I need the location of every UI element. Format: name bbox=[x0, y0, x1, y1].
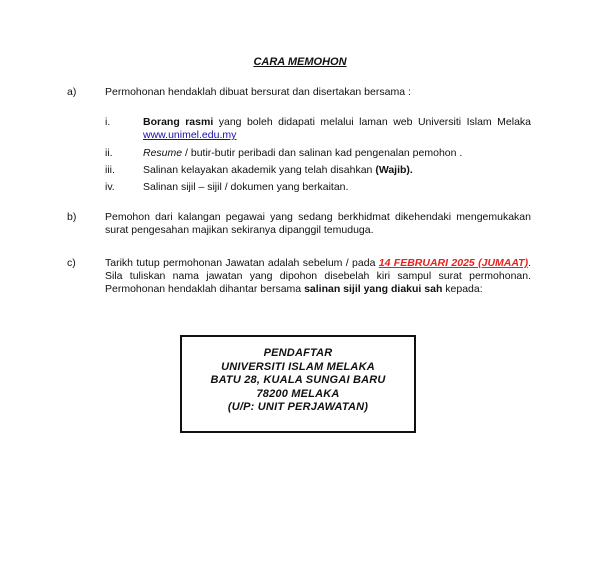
address-line-1: PENDAFTAR bbox=[263, 347, 333, 359]
section-b-text: Pemohon dari kalangan pegawai yang sedang berkhidmat dikehendaki mengemukakan surat pengesahan majikan sekiranya dipanggil temuduga. bbox=[105, 211, 531, 236]
item-ii-body: / butir-butir peribadi dan salinan kad pengenalan pemohon . bbox=[182, 147, 463, 159]
item-iii-text bbox=[143, 164, 531, 177]
item-i-bold: Borang rasmi bbox=[143, 116, 214, 128]
item-ii-number: ii. bbox=[105, 147, 113, 159]
item-iii-bold: (Wajib). bbox=[375, 164, 413, 176]
section-c-text bbox=[105, 257, 531, 296]
page-title: CARA MEMOHON bbox=[253, 56, 347, 68]
item-iii-body: Salinan kelayakan akademik yang telah disahkan bbox=[143, 164, 376, 176]
address-line-4: 78200 MELAKA bbox=[256, 387, 340, 400]
section-c-post: kepada: bbox=[442, 283, 483, 295]
section-c-mid: . Sila tuliskan nama jawatan yang dipohon disebelah kiri sampul surat permohonan. Permohonan hendaklah dihantar bersama bbox=[105, 257, 531, 295]
address-line-2: UNIVERSITI ISLAM MELAKA bbox=[221, 360, 375, 373]
section-c-pre: Tarikh tutup permohonan Jawatan adalah sebelum / pada bbox=[105, 257, 379, 269]
address-line-3: BATU 28, KUALA SUNGAI BARU bbox=[210, 374, 386, 386]
item-ii-italic: Resume bbox=[143, 147, 183, 159]
address-line-5: (U/P: UNIT PERJAWATAN) bbox=[227, 401, 369, 413]
section-b-letter: b) bbox=[67, 211, 77, 223]
item-i-number: i. bbox=[105, 116, 111, 128]
item-iv-number: iv. bbox=[105, 181, 115, 193]
closing-date: 14 FEBRUARI 2025 (JUMAAT) bbox=[378, 257, 529, 269]
section-c-letter: c) bbox=[67, 257, 76, 269]
item-ii-text bbox=[143, 147, 531, 160]
address-box bbox=[180, 335, 416, 433]
section-a-text: Permohonan hendaklah dibuat bersurat dan disertakan bersama : bbox=[105, 86, 411, 98]
item-iii-number: iii. bbox=[105, 164, 115, 176]
item-i-body: yang boleh didapati melalui laman web Universiti Islam Melaka bbox=[213, 116, 531, 128]
unimel-website-link[interactable]: www.unimel.edu.my bbox=[143, 129, 237, 141]
item-iv-text: Salinan sijil – sijil / dokumen yang berkaitan. bbox=[143, 181, 349, 193]
item-i-text bbox=[143, 116, 531, 142]
section-a-letter: a) bbox=[67, 86, 77, 98]
section-c-bold: salinan sijil yang diakui sah bbox=[304, 283, 443, 295]
